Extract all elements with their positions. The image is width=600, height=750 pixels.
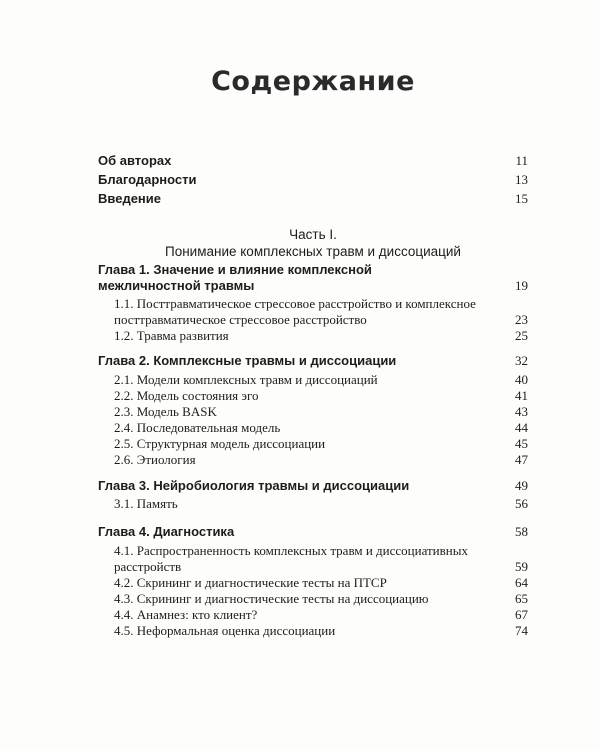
section-page: 44 — [515, 420, 528, 435]
section-label: 4.4. Анамнез: кто клиент? — [114, 607, 258, 622]
section-label: 2.1. Модели комплексных травм и диссоциаций — [114, 372, 378, 387]
toc-entry-about-authors[interactable] — [98, 151, 528, 170]
toc-section[interactable] — [98, 388, 528, 404]
part-title: Понимание комплексных травм и диссоциаций — [165, 244, 461, 259]
chapter-page: 32 — [515, 353, 528, 368]
entry-page: 15 — [515, 191, 528, 206]
section-page: 23 — [515, 312, 528, 327]
section-page: 47 — [515, 452, 528, 467]
section-page: 40 — [515, 372, 528, 387]
section-label: 4.1. Распространенность комплексных травм и диссоциативных расстройств — [114, 543, 468, 574]
section-label: 2.5. Структурная модель диссоциации — [114, 436, 326, 451]
chapter-label: Глава 2. Комплексные травмы и диссоциации — [98, 353, 397, 368]
page-title: Содержание — [211, 66, 415, 97]
section-page: 43 — [515, 404, 528, 419]
toc-section[interactable] — [98, 591, 528, 607]
section-page: 67 — [515, 607, 528, 622]
section-label: 2.4. Последовательная модель — [114, 420, 281, 435]
chapter-label: Глава 3. Нейробиология травмы и диссоциации — [98, 478, 410, 493]
section-page: 56 — [515, 496, 528, 511]
entry-label: Об авторах — [98, 153, 172, 168]
section-label: 4.3. Скрининг и диагностические тесты на диссоциацию — [114, 591, 429, 606]
front-matter — [98, 151, 528, 208]
entry-page: 13 — [515, 172, 528, 187]
section-label: 3.1. Память — [114, 496, 178, 511]
toc-entry-acknowledgements[interactable] — [98, 170, 528, 189]
part-label: Часть I. — [289, 227, 337, 242]
section-page: 64 — [515, 575, 528, 590]
toc-section[interactable] — [98, 607, 528, 623]
section-label: 2.3. Модель BASK — [114, 404, 217, 419]
section-page: 59 — [515, 559, 528, 574]
toc-section[interactable] — [98, 420, 528, 436]
toc-section[interactable] — [98, 372, 528, 388]
toc-section[interactable] — [98, 436, 528, 452]
chapter-page: 58 — [515, 524, 528, 539]
chapter-4-sections — [98, 543, 528, 639]
entry-label: Введение — [98, 191, 161, 206]
toc-section[interactable] — [98, 496, 528, 512]
section-label: 2.2. Модель состояния эго — [114, 388, 259, 403]
chapter-2-sections — [98, 372, 528, 468]
section-page: 25 — [515, 328, 528, 343]
toc-section[interactable] — [98, 575, 528, 591]
part-heading — [98, 226, 528, 260]
section-label: 2.6. Этиология — [114, 452, 196, 467]
toc-chapter-4[interactable] — [98, 524, 528, 540]
toc-section[interactable] — [98, 328, 528, 344]
section-page: 41 — [515, 388, 528, 403]
section-label: 4.5. Неформальная оценка диссоциации — [114, 623, 336, 638]
toc-section[interactable] — [98, 452, 528, 468]
chapter-1-sections — [98, 296, 528, 344]
chapter-label: Глава 1. Значение и влияние комплексной межличностной травмы — [98, 262, 372, 293]
chapter-3-sections — [98, 496, 528, 512]
toc-chapter-3[interactable] — [98, 478, 528, 494]
section-page: 65 — [515, 591, 528, 606]
toc-entry-introduction[interactable] — [98, 189, 528, 208]
toc-section[interactable] — [98, 623, 528, 639]
chapter-page: 19 — [515, 278, 528, 293]
entry-page: 11 — [515, 153, 528, 168]
toc-chapter-2[interactable] — [98, 353, 528, 369]
toc-section[interactable] — [98, 404, 528, 420]
chapter-page: 49 — [515, 478, 528, 493]
section-page: 74 — [515, 623, 528, 638]
section-label: 1.1. Посттравматическое стрессовое расстройство и комплексное посттравматическое стрессовое расстройство — [114, 296, 476, 327]
toc-section[interactable] — [98, 296, 528, 328]
section-page: 45 — [515, 436, 528, 451]
section-label: 4.2. Скрининг и диагностические тесты на ПТСР — [114, 575, 387, 590]
entry-label: Благодарности — [98, 172, 197, 187]
chapter-label: Глава 4. Диагностика — [98, 524, 235, 539]
toc-section[interactable] — [98, 543, 528, 575]
toc-chapter-1[interactable] — [98, 262, 528, 294]
section-label: 1.2. Травма развития — [114, 328, 229, 343]
